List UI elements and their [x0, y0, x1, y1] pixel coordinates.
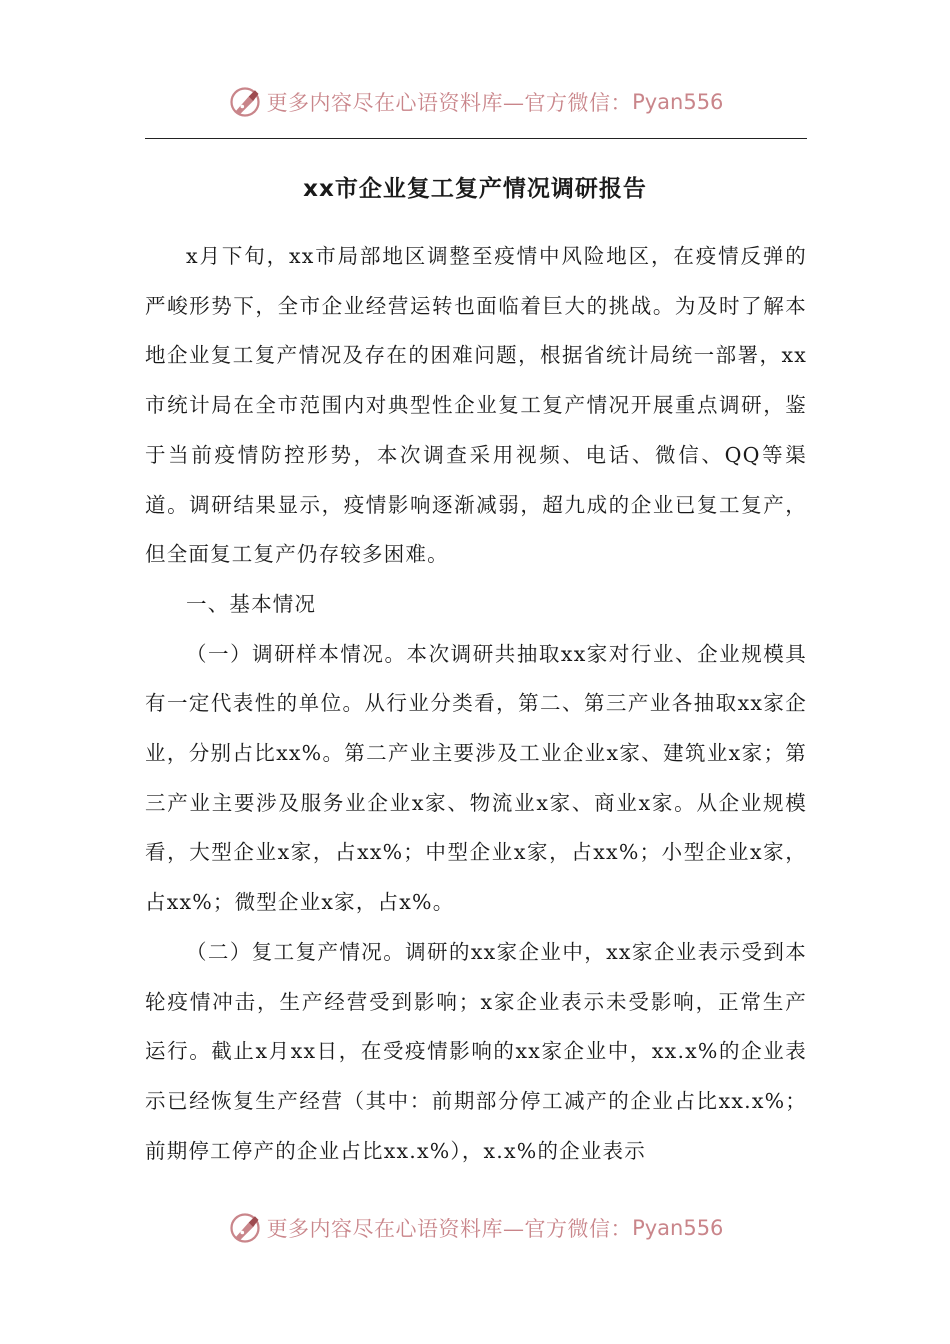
section-heading-basic: 一、基本情况 [186, 591, 317, 616]
banner-wechat-id: Pyan556 [632, 1216, 724, 1240]
paragraph-sample: （一）调研样本情况。本次调研共抽取xx家对行业、企业规模具有一定代表性的单位。从行业分类看，第二、第三产业各抽取xx家企业，分别占比xx%。第二产业主要涉及工业企业x家、建筑业x家；第三产业主要涉及服务业企业x家、物流业x家、商业x家。从企业规模看，大型企业x家，占xx%；中型企业x家，占xx%；小型企业x家，占xx%；微型企业x家，占x%。 [145, 641, 807, 915]
pen-nib-icon [227, 84, 263, 120]
pen-nib-icon [227, 1210, 263, 1246]
paragraph-intro: x月下旬，xx市局部地区调整至疫情中风险地区，在疫情反弹的严峻形势下，全市企业经营运转也面临着巨大的挑战。为及时了解本地企业复工复产情况及存在的困难问题，根据省统计局统一部署，xx市统计局在全市范围内对典型性企业复工复产情况开展重点调研，鉴于当前疫情防控形势，本次调查采用视频、电话、微信、QQ等渠道。调研结果显示，疫情影响逐渐减弱，超九成的企业已复工复产，但全面复工复产仍存较多困难。 [145, 244, 807, 567]
banner-wechat-id: Pyan556 [632, 90, 724, 114]
paragraph-resumption: （二）复工复产情况。调研的xx家企业中，xx家企业表示受到本轮疫情冲击，生产经营受到影响；x家企业表示未受影响，正常生产运行。截止x月xx日，在受疫情影响的xx家企业中，xx.x%的企业表示已经恢复生产经营（其中：前期部分停工减产的企业占比xx.x%；前期停工停产的企业占比xx.x%），x.x%的企业表示 [145, 939, 807, 1163]
document-title: xx市企业复工复产情况调研报告 [303, 176, 647, 202]
header-divider [145, 138, 807, 139]
document-body [145, 232, 807, 1176]
header-watermark-banner [0, 80, 950, 124]
banner-text: 更多内容尽在心语资料库—官方微信： [266, 1217, 633, 1241]
footer-watermark-banner [0, 1206, 950, 1250]
banner-text: 更多内容尽在心语资料库—官方微信： [266, 91, 633, 115]
